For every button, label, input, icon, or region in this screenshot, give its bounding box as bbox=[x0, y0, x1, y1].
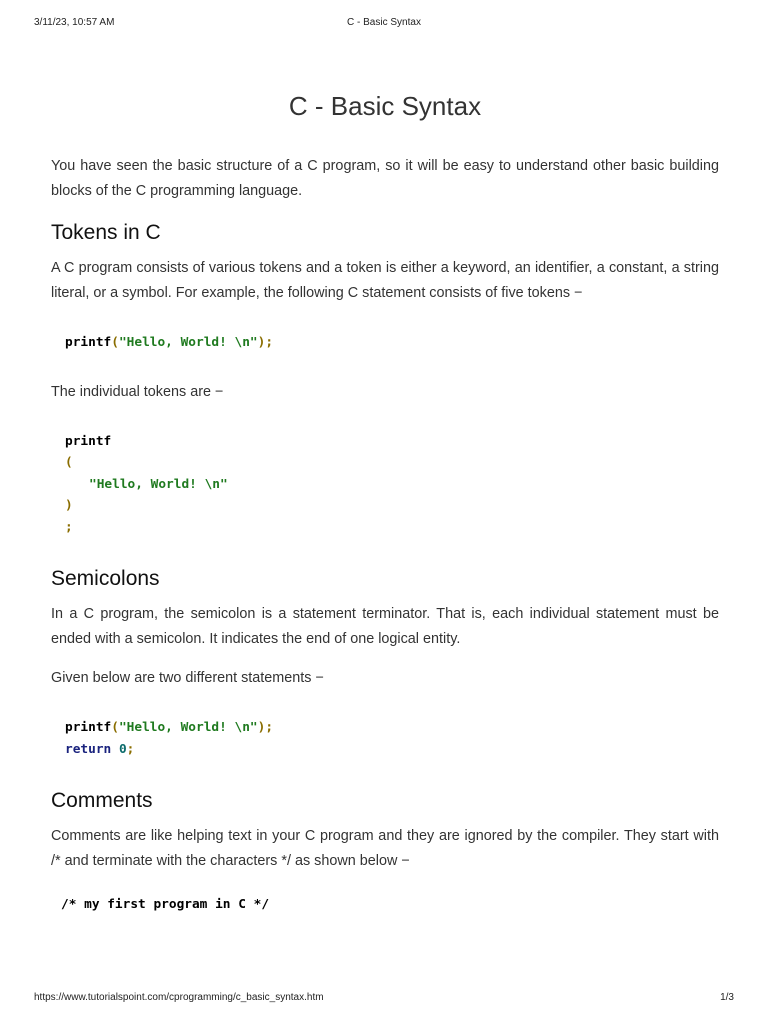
heading-tokens: Tokens in C bbox=[51, 221, 161, 244]
token-string: "Hello, World! \n" bbox=[89, 476, 228, 492]
code-token-number: 0 bbox=[118, 741, 127, 757]
token-printf: printf bbox=[65, 433, 112, 449]
code-block-tokens bbox=[51, 419, 719, 551]
code-token-open: ( bbox=[111, 720, 119, 735]
token-semicolon: ; bbox=[65, 519, 73, 535]
print-date: 3/11/23, 10:57 AM bbox=[34, 17, 115, 28]
code-token-string: "Hello, World! \n" bbox=[118, 720, 258, 735]
code-block-comment: /* my first program in C */ bbox=[61, 897, 270, 912]
heading-comments: Comments bbox=[51, 789, 153, 812]
comments-paragraph: Comments are like helping text in your C program and they are ignored by the compiler. They start with /* and terminate with the characters */ as shown below − bbox=[51, 828, 719, 869]
code-token-fn: printf bbox=[65, 335, 112, 350]
token-close-paren: ) bbox=[65, 498, 73, 513]
token-open-paren: ( bbox=[65, 455, 73, 470]
code-token-close: ); bbox=[257, 720, 274, 735]
print-doc-title: C - Basic Syntax bbox=[347, 17, 421, 28]
semicolons-paragraph: In a C program, the semicolon is a statement terminator. That is, each individual statement must be ended with a semicolon. It indicates the end of one logical entity. bbox=[51, 606, 719, 647]
code-line bbox=[65, 739, 705, 761]
code-token-keyword: return bbox=[65, 741, 112, 757]
print-page-number: 1/3 bbox=[720, 992, 734, 1003]
code-line bbox=[65, 717, 705, 739]
intro-paragraph: You have seen the basic structure of a C program, so it will be easy to understand other basic building blocks of the C programming language. bbox=[51, 158, 719, 199]
page-title: C - Basic Syntax bbox=[288, 91, 482, 121]
heading-semicolons: Semicolons bbox=[51, 567, 160, 590]
tokens-list-intro: The individual tokens are − bbox=[51, 383, 224, 400]
code-token-string: "Hello, World! \n" bbox=[118, 335, 258, 350]
code-block-printf bbox=[51, 320, 719, 366]
code-token-open: ( bbox=[111, 335, 119, 350]
semicolons-statements-intro: Given below are two different statements − bbox=[51, 670, 324, 686]
code-token-fn: printf bbox=[65, 720, 112, 735]
code-token-close: ); bbox=[257, 335, 274, 350]
print-url: https://www.tutorialspoint.com/cprogramming/c_basic_syntax.htm bbox=[34, 992, 324, 1003]
code-block-statements bbox=[51, 705, 719, 772]
code-token-end: ; bbox=[126, 741, 135, 757]
article-content bbox=[51, 88, 719, 921]
code-line bbox=[65, 332, 705, 354]
tokens-paragraph: A C program consists of various tokens and a token is either a keyword, an identifier, a constant, a string literal, or a symbol. For example, the following C statement consists of five tokens − bbox=[51, 260, 719, 301]
